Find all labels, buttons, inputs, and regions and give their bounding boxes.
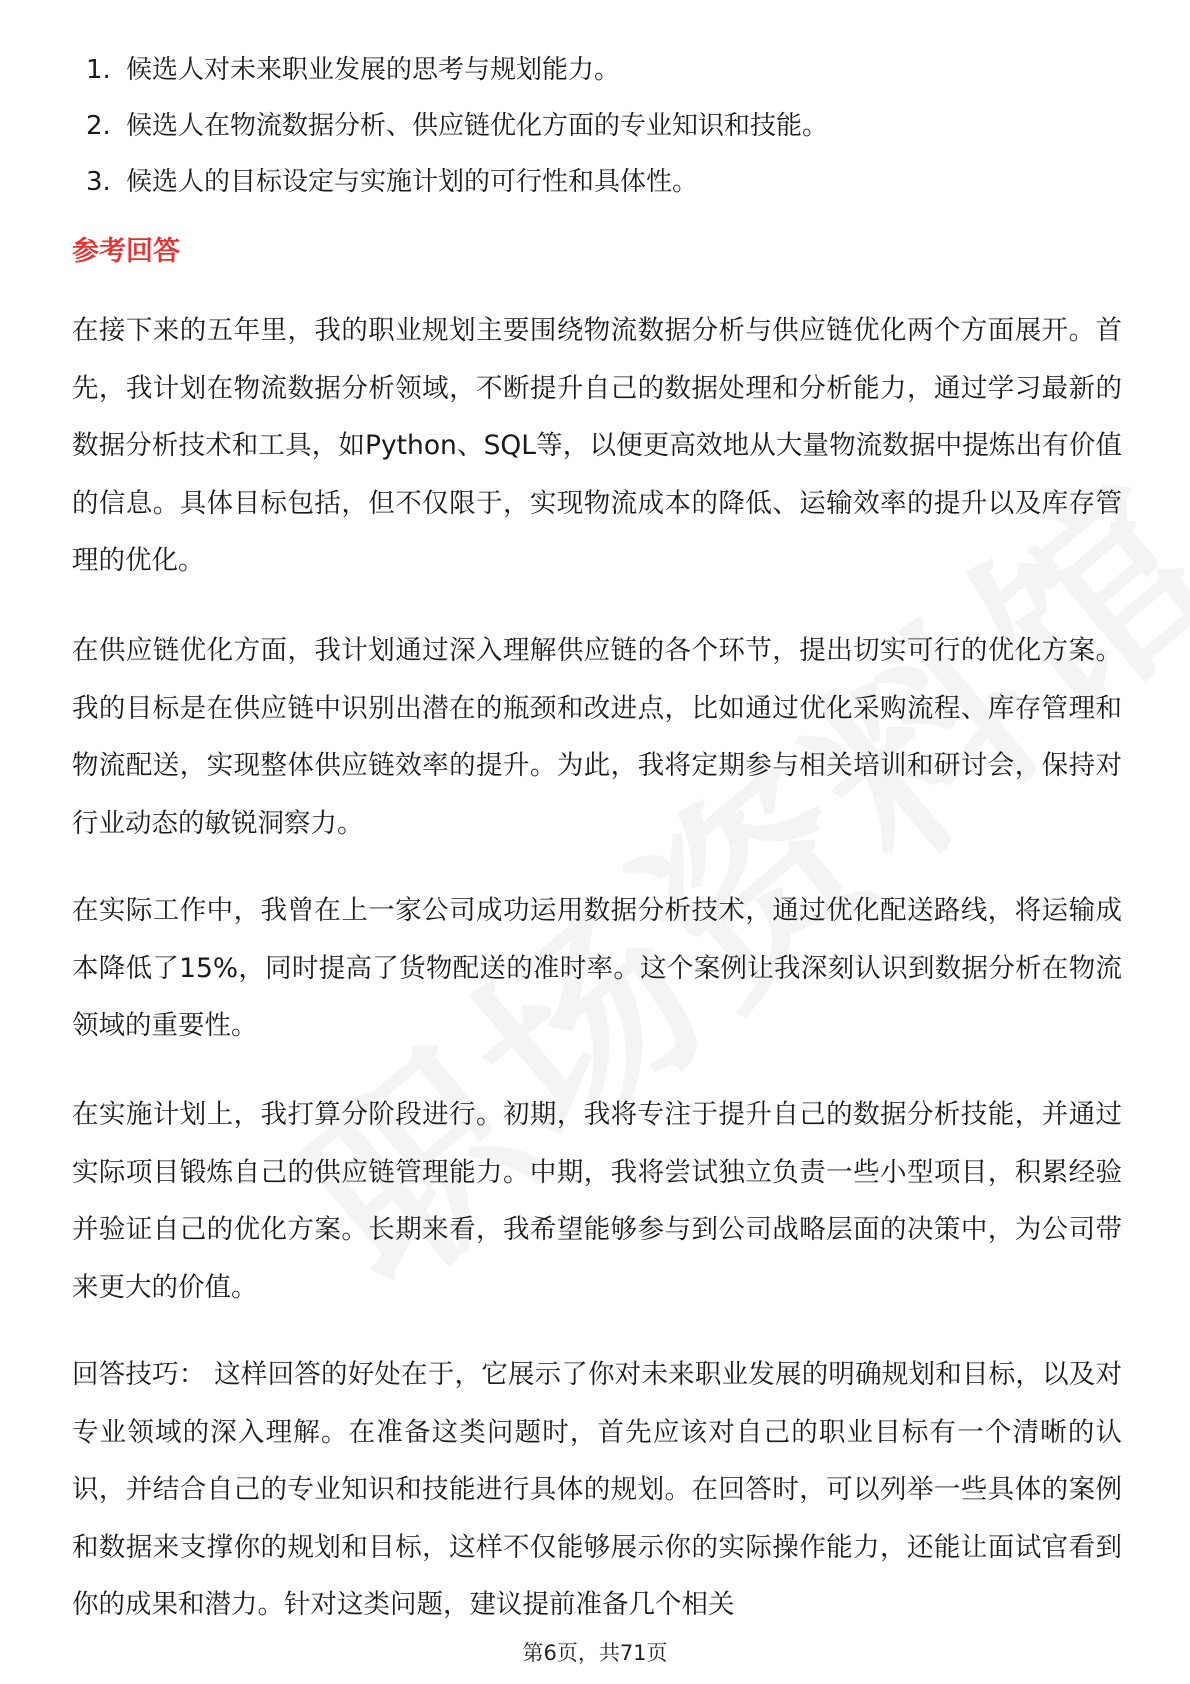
answer-paragraph: 在接下来的五年里，我的职业规划主要围绕物流数据分析与供应链优化两个方面展开。首先，我计划在物流数据分析领域，不断提升自己的数据处理和分析能力，通过学习最新的数据分析技术和工具，如Python、SQL等，以便更高效地从大量物流数据中提炼出有价值的信息。具体目标包括，但不仅限于，实现物流成本的降低、运输效率的提升以及库存管理的优化。	[72, 315, 1122, 576]
list-item-number: 2.	[86, 111, 111, 141]
evaluation-criteria-list	[86, 42, 1126, 210]
answer-tips-paragraph: 回答技巧： 这样回答的好处在于，它展示了你对未来职业发展的明确规划和目标，以及对专业领域的深入理解。在准备这类问题时，首先应该对自己的职业目标有一个清晰的认识，并结合自己的专业知识和技能进行具体的规划。在回答时，可以列举一些具体的案例和数据来支撑你的规划和目标，这样不仅能够展示你的实际操作能力，还能让面试官看到你的成果和潜力。针对这类问题，建议提前准备几个相关	[72, 1359, 1122, 1620]
answer-paragraph: 在实际工作中，我曾在上一家公司成功运用数据分析技术，通过优化配送路线，将运输成本降低了15%，同时提高了货物配送的准时率。这个案例让我深刻认识到数据分析在物流领域的重要性。	[72, 895, 1122, 1041]
answer-paragraph: 在实施计划上，我打算分阶段进行。初期，我将专注于提升自己的数据分析技能，并通过实际项目锻炼自己的供应链管理能力。中期，我将尝试独立负责一些小型项目，积累经验并验证自己的优化方案。长期来看，我希望能够参与到公司战略层面的决策中，为公司带来更大的价值。	[72, 1099, 1122, 1303]
list-item-text: 候选人的目标设定与实施计划的可行性和具体性。	[126, 167, 699, 197]
list-item	[86, 98, 1126, 154]
list-item-text: 候选人对未来职业发展的思考与规划能力。	[126, 55, 621, 85]
list-item-number: 1.	[86, 55, 111, 85]
answer-paragraph: 在供应链优化方面，我计划通过深入理解供应链的各个环节，提出切实可行的优化方案。我的目标是在供应链中识别出潜在的瓶颈和改进点，比如通过优化采购流程、库存管理和物流配送，实现整体供应链效率的提升。为此，我将定期参与相关培训和研讨会，保持对行业动态的敏锐洞察力。	[72, 635, 1122, 839]
list-item	[86, 154, 1126, 210]
list-item-text: 候选人在物流数据分析、供应链优化方面的专业知识和技能。	[126, 111, 829, 141]
section-heading: 参考回答	[72, 236, 180, 267]
list-item-number: 3.	[86, 167, 111, 197]
page-number-footer: 第6页，共71页	[522, 1641, 668, 1665]
list-item	[86, 42, 1126, 98]
